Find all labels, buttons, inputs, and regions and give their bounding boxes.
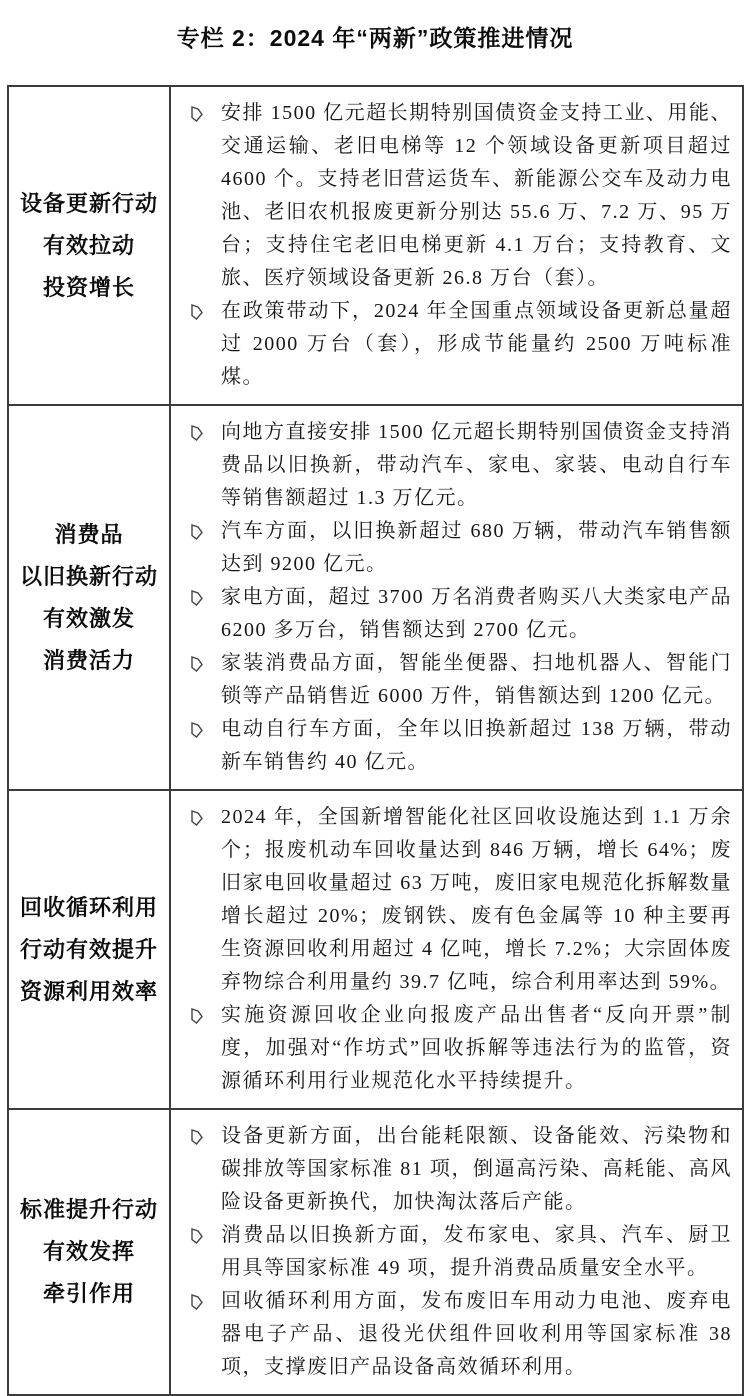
header-line: 行动有效提升: [19, 936, 158, 962]
bullet-text: 在政策带动下，2024 年全国重点领域设备更新总量超过 2000 万台（套），形成节能量约 2500 万吨标准煤。: [221, 300, 732, 388]
list-item: [183, 801, 732, 999]
header-line: 设备更新行动: [19, 190, 158, 216]
row-header-tradein-consumption: [9, 406, 171, 789]
list-item: [183, 713, 732, 779]
bullet-text: 家电方面，超过 3700 万名消费者购买八大类家电产品 6200 多万台，销售额达到 2700 亿元。: [221, 586, 732, 641]
pentagon-bullet-icon: [189, 105, 205, 123]
header-line: 消费品: [54, 521, 124, 547]
pentagon-bullet-icon: [189, 1293, 205, 1311]
list-item: [183, 1285, 732, 1384]
pentagon-bullet-icon: [189, 589, 205, 607]
bullet-text: 电动自行车方面，全年以旧换新超过 138 万辆，带动新车销售约 40 亿元。: [221, 718, 732, 773]
header-line: 资源利用效率: [19, 978, 158, 1004]
header-line: 投资增长: [42, 274, 135, 300]
pentagon-bullet-icon: [189, 523, 205, 541]
pentagon-bullet-icon: [189, 655, 205, 673]
row-content: [171, 406, 742, 789]
bullet-text: 安排 1500 亿元超长期特别国债资金支持工业、用能、交通运输、老旧电梯等 12 个领域设备更新项目超过 4600 个。支持老旧营运货车、新能源公交车及动力电池、老旧农机报废更新分别达 55.6 万、7.2 万、95 万台；支持住宅老旧电梯更新 4.1 万台；支持教育、文旅、医疗领域设备更新 26.8 万台（套）。: [221, 102, 732, 289]
row-header-recycling: [9, 791, 171, 1108]
bullet-text: 汽车方面，以旧换新超过 680 万辆，带动汽车销售额达到 9200 亿元。: [221, 520, 732, 575]
bullet-text: 设备更新方面，出台能耗限额、设备能效、污染物和碳排放等国家标准 81 项，倒逼高污染、高耗能、高风险设备更新换代，加快淘汰落后产能。: [221, 1125, 732, 1213]
page-title: 专栏 2：2024 年“两新”政策推进情况: [176, 25, 574, 51]
bullet-text: 实施资源回收企业向报废产品出售者“反向开票”制度，加强对“作坊式”回收拆解等违法行为的监管，资源循环利用行业规范化水平持续提升。: [221, 1004, 732, 1092]
bullet-text: 消费品以旧换新方面，发布家电、家具、汽车、厨卫用具等国家标准 49 项，提升消费品质量安全水平。: [221, 1224, 732, 1279]
bullet-text: 家装消费品方面，智能坐便器、扫地机器人、智能门锁等产品销售近 6000 万件，销售额达到 1200 亿元。: [221, 652, 732, 707]
header-line: 消费活力: [42, 647, 135, 673]
row-content: [171, 791, 742, 1108]
list-item: [183, 295, 732, 394]
list-item: [183, 97, 732, 295]
row-header-equipment-renewal: [9, 87, 171, 404]
bullet-text: 回收循环利用方面，发布废旧车用动力电池、废弃电器电子产品、退役光伏组件回收利用等国家标准 38 项，支撑废旧产品设备高效循环利用。: [221, 1290, 732, 1378]
row-content: [171, 87, 742, 404]
pentagon-bullet-icon: [189, 303, 205, 321]
header-line: 以旧换新行动: [19, 563, 158, 589]
list-item: [183, 581, 732, 647]
table-row: [9, 1108, 742, 1394]
bullet-text: 向地方直接安排 1500 亿元超长期特别国债资金支持消费品以旧换新，带动汽车、家电、家装、电动自行车等销售额超过 1.3 万亿元。: [221, 421, 732, 509]
header-line: 有效拉动: [42, 232, 135, 258]
row-content: [171, 1110, 742, 1394]
list-item: [183, 416, 732, 515]
header-line: 回收循环利用: [19, 894, 158, 920]
table-row: [9, 87, 742, 404]
list-item: [183, 1219, 732, 1285]
document-page: [0, 20, 750, 1378]
pentagon-bullet-icon: [189, 1227, 205, 1245]
row-header-standards: [9, 1110, 171, 1394]
table-row: [9, 404, 742, 789]
pentagon-bullet-icon: [189, 1007, 205, 1025]
list-item: [183, 647, 732, 713]
policy-table: [7, 85, 744, 1396]
list-item: [183, 999, 732, 1098]
pentagon-bullet-icon: [189, 809, 205, 827]
pentagon-bullet-icon: [189, 424, 205, 442]
header-line: 有效激发: [42, 605, 135, 631]
list-item: [183, 515, 732, 581]
header-line: 标准提升行动: [19, 1197, 158, 1222]
pentagon-bullet-icon: [189, 721, 205, 739]
header-line: 牵引作用: [42, 1281, 135, 1306]
pentagon-bullet-icon: [189, 1128, 205, 1146]
table-row: [9, 789, 742, 1108]
list-item: [183, 1120, 732, 1219]
header-line: 有效发挥: [42, 1239, 135, 1264]
bullet-text: 2024 年，全国新增智能化社区回收设施达到 1.1 万余个；报废机动车回收量达到 846 万辆，增长 64%；废旧家电回收量超过 63 万吨，废旧家电规范化拆解数量增长超过 20%；废钢铁、废有色金属等 10 种主要再生资源回收利用超过 4 亿吨，增长 7.2%；大宗固体废弃物综合利用量约 39.7 亿吨，综合利用率达到 59%。: [221, 806, 732, 993]
